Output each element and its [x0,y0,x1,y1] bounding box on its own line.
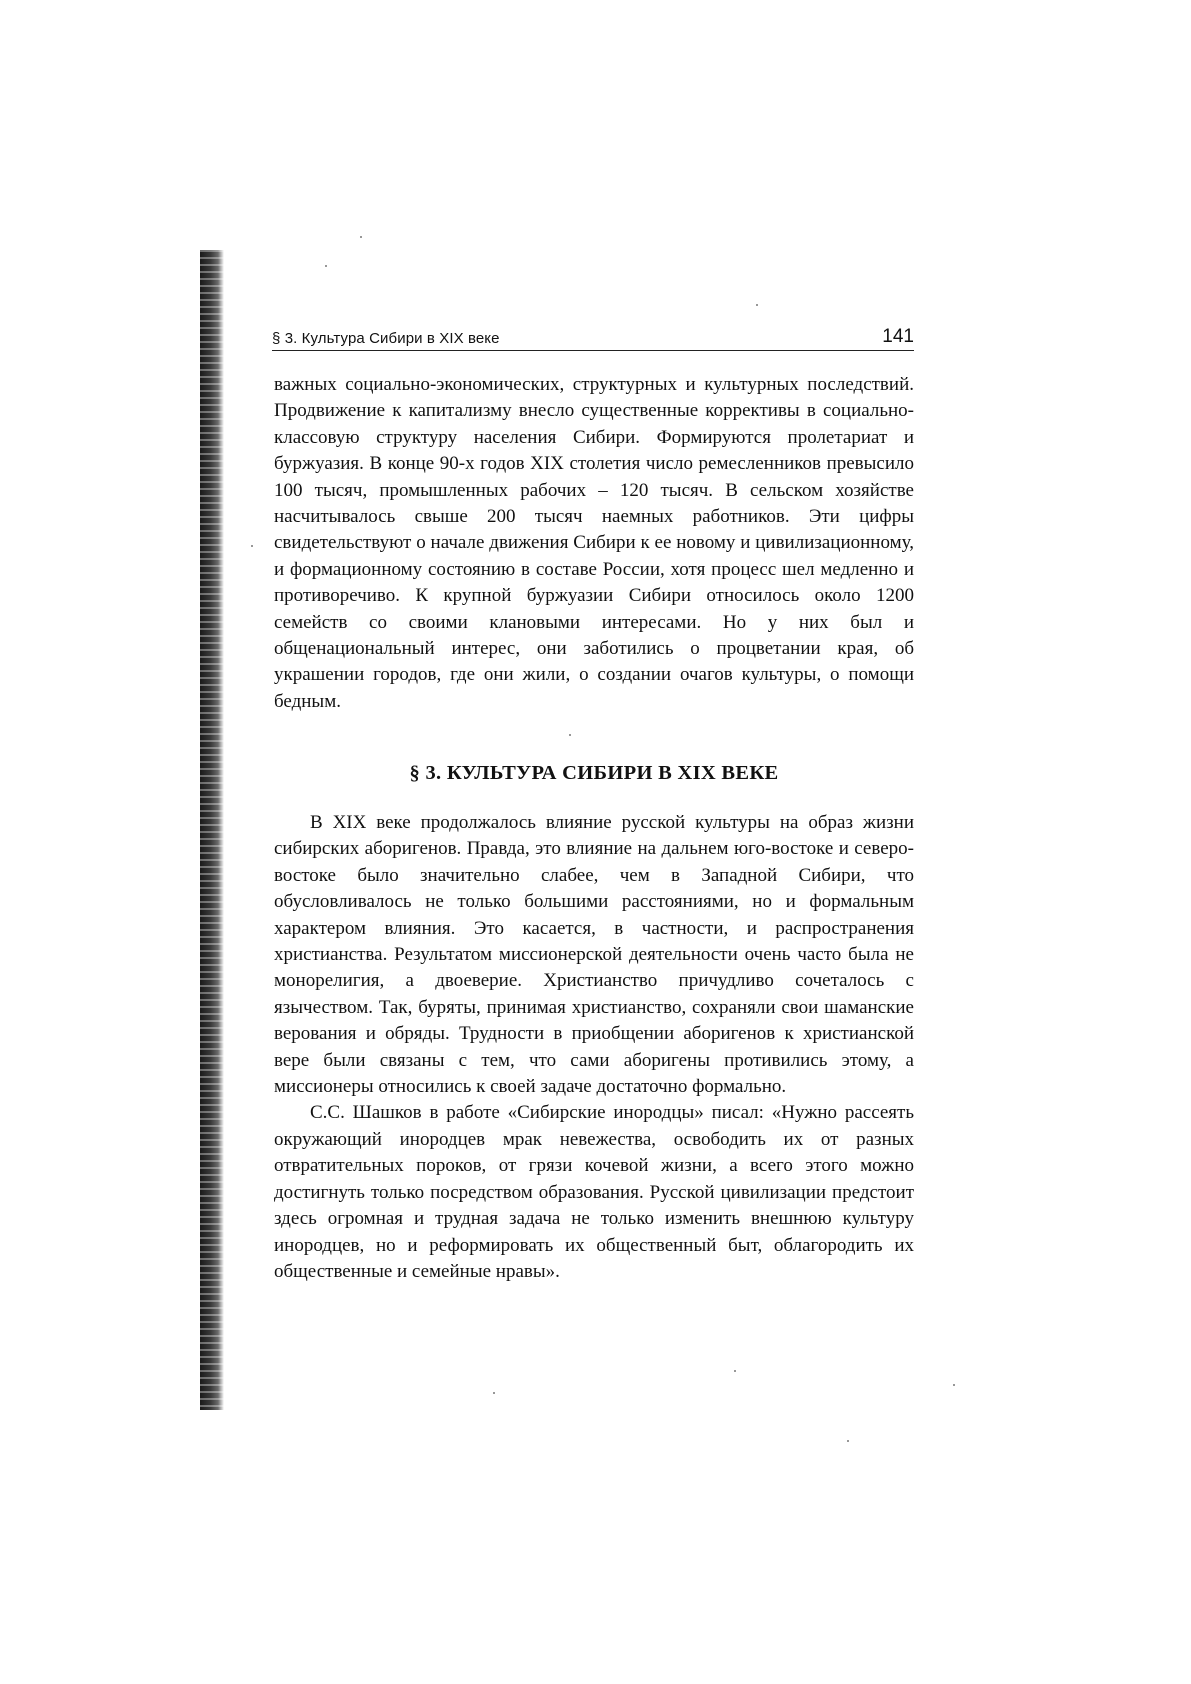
running-head: § 3. Культура Сибири в XIX веке [272,330,500,347]
scan-speck [734,1370,736,1372]
section-body [274,810,914,1285]
page-number: 141 [882,326,914,347]
binding-shadow [200,250,224,1410]
paragraph: В XIX веке продолжалось влияние русской культуры на образ жизни сибирских аборигенов. Правда, это влияние на дальнем юго-востоке и северо-востоке было значительно слабее, чем в Западной Сибири, что обусловливалось не только большими расстояниями, но и формальным характером влияния. Это касается, в частности, и распространения христианства. Результатом миссионерской деятельности очень часто была не монорелигия, а двоеверие. Христианство причудливо сочеталось с язычеством. Так, буряты, принимая христианство, сохраняли свои шаманские верования и обряды. Трудности в приобщении аборигенов к христианской вере были связаны с тем, что сами аборигены противились этому, а миссионеры относились к своей задаче достаточно формально. [274,812,914,1098]
scan-speck [847,1440,849,1442]
scan-speck [756,304,758,306]
scan-speck [325,265,327,267]
scan-speck [360,236,362,238]
scan-speck [493,1392,495,1394]
scan-speck [569,734,571,736]
page-header [272,322,914,351]
scan-speck [953,1384,955,1386]
section-heading: § 3. КУЛЬТУРА СИБИРИ В XIX ВЕКЕ [409,762,779,784]
paragraph: важных социально-экономических, структурных и культурных последствий. Продвижение к капитализму внесло существенные коррективы в социально-классовую структуру населения Сибири. Формируются пролетариат и буржуазия. В конце 90-х годов XIX столетия число ремесленников превысило 100 тысяч, промышленных рабочих – 120 тысяч. В сельском хозяйстве насчитывалось свыше 200 тысяч наемных работников. Эти цифры свидетельствуют о начале движения Сибири к ее новому и цивилизационному, и формационному состоянию в составе России, хотя процесс шел медленно и противоречиво. К крупной буржуазии Сибири относилось около 1200 семейств со своими клановыми интересами. Но у них был и общенациональный интерес, они заботились о процветании края, об украшении городов, где они жили, о создании очагов культуры, о помощи бедным. [274,374,914,712]
scan-speck [251,545,253,547]
continued-text [274,372,914,715]
paragraph: С.С. Шашков в работе «Сибирские инородцы» писал: «Нужно рассеять окружающий инородцев мрак невежества, освободить их от разных отвратительных пороков, от грязи кочевой жизни, а всего этого можно достигнуть только посредством образования. Русской цивилизации предстоит здесь огромная и трудная задача не только изменить внешнюю культуру инородцев, но и реформировать их общественный быт, облагородить их общественные и семейные нравы». [274,1102,914,1282]
